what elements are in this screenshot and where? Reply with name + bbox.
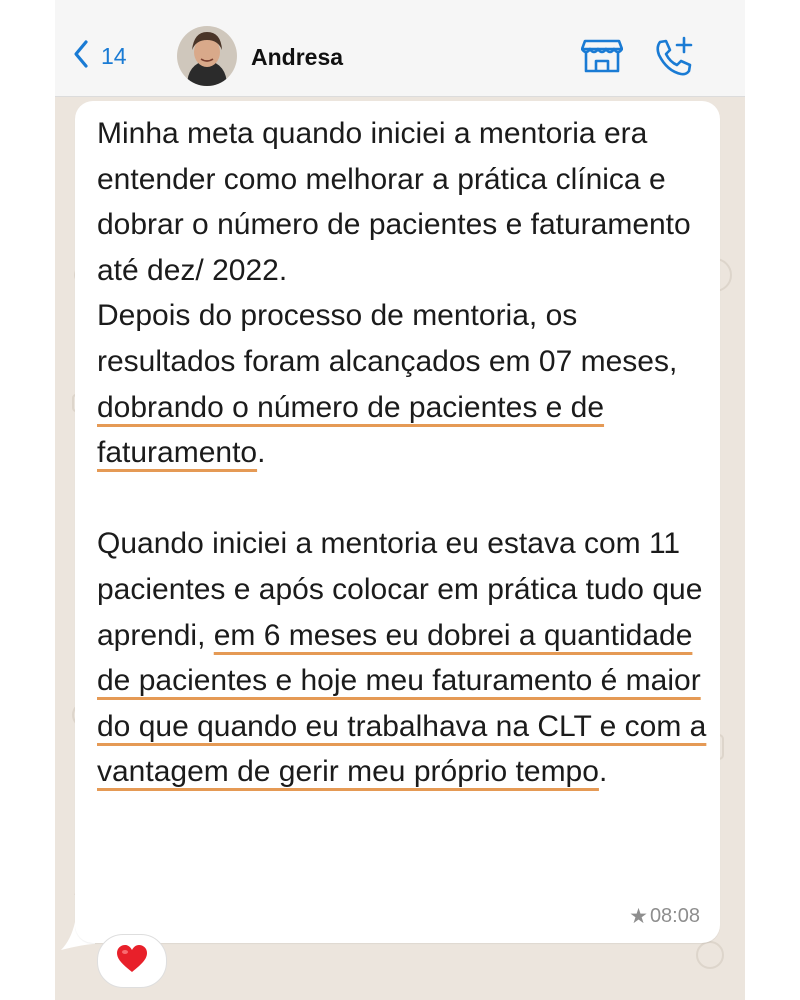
star-icon: ★	[629, 905, 648, 928]
unread-count: 14	[101, 42, 127, 69]
chevron-left-icon	[73, 39, 89, 74]
heart-icon	[116, 944, 148, 979]
chat-header	[55, 0, 745, 97]
message-text-segment: .	[257, 436, 266, 470]
message-text-segment: .	[598, 755, 608, 789]
reaction-badge[interactable]	[97, 934, 167, 988]
phone-add-icon[interactable]	[651, 36, 695, 83]
message-text-segment: Quando iniciei a mentoria eu estava com 11 pacientes e após colocar em prática tudo que aprendi,	[97, 527, 703, 652]
message-text	[97, 111, 717, 795]
avatar[interactable]	[177, 26, 237, 86]
highlighted-text: em 6 meses eu dobrei a quantidade de pacientes e hoje meu faturamento é maior do que quando eu trabalhava na CLT e com a vantagem de gerir meu próprio tempo	[97, 618, 707, 789]
message-text-segment: Minha meta quando iniciei a mentoria era entender como melhorar a prática clínica e dobrar o número de pacientes e faturamento até dez/ 2022. Depois do processo de mentoria, os resultados foram alcançados em 07 meses,	[97, 117, 691, 378]
message-meta	[629, 904, 700, 929]
message-time: 08:08	[649, 905, 700, 927]
highlighted-text: dobrando o número de pacientes e de faturamento	[97, 390, 605, 470]
store-icon[interactable]	[581, 38, 623, 79]
contact-name[interactable]: Andresa	[251, 44, 344, 70]
back-button[interactable]	[73, 36, 127, 76]
message-bubble[interactable]	[75, 101, 720, 943]
chat-screen	[55, 0, 745, 1000]
